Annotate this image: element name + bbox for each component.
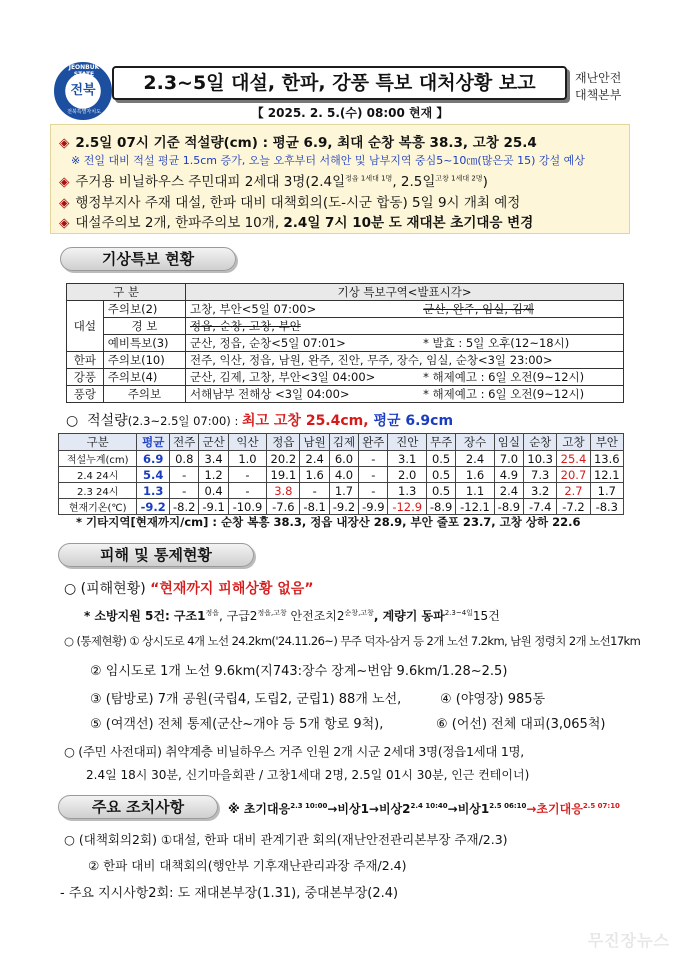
summary-line-3: ◈ 주거용 비닐하우스 주민대피 2세대 3명(2.4일$^{정읍 1세대 1명}$, 2.5일$^{고창 1세대 2명}$): [59, 174, 488, 190]
snow-cell: 4.9: [494, 467, 523, 483]
warning-note: * 해제예고 : 6일 오전(9~12시): [419, 369, 623, 386]
evacuation-line-2: 2.4일 18시 30분, 신기마을회관 / 고창1세대 2명, 2.5일 01시 30분, 인근 컨테이너): [86, 768, 530, 782]
control-line-1: ○ (통제현황) ① 상시도로 4개 노선 24.2km('24.11.26~) 무주 덕자-삼거 등 2개 노선 7.2km, 남원 정령치 2개 노선17km: [64, 634, 641, 648]
snow-cell: 3.8: [267, 483, 300, 499]
warning-type: 예비특보(3): [103, 335, 185, 352]
snow-cell: 5.4: [137, 467, 170, 483]
snow-cell: 4.0: [329, 467, 358, 483]
snow-cell: 2.4: [494, 483, 523, 499]
meeting-line-1: ○ (대책회의2회) ①대설, 한파 대비 관계기관 회의(재난안전관리본부장 주재/2.3): [64, 832, 508, 847]
warning-type: 경 보: [103, 318, 185, 335]
logo-ring-bottom: 전북특별자치도: [67, 109, 101, 115]
snow-cell: 2.4: [456, 451, 494, 467]
snow-cell: 1.6: [456, 467, 494, 483]
snow-cell: -: [359, 451, 388, 467]
snow-cell: 20.7: [557, 467, 590, 483]
control-line-2: ② 임시도로 1개 노선 9.6km(지743:장수 장계~번암 9.6km/1.28~2.5): [90, 664, 508, 679]
warning-group: 한파: [67, 352, 104, 369]
snow-cell: -7.4: [524, 499, 557, 515]
snow-cell: -12.1: [456, 499, 494, 515]
warning-table: [66, 283, 624, 403]
report-date: 【 2025. 2. 5.(수) 08:00 현재 】: [251, 106, 449, 120]
snow-row-label: 2.3 24시: [59, 483, 137, 499]
warning-head-col: 구 분: [67, 284, 186, 301]
snow-cell: -9.2: [137, 499, 170, 515]
warning-type: 주의보(2): [103, 301, 185, 318]
control-line-4a: ⑤ (여객선) 전체 통제(군산~개야 등 5개 항로 9척),: [90, 717, 384, 732]
snow-col-header: 완주: [359, 434, 388, 451]
warning-note: * 발효 : 5일 오후(12~18시): [419, 335, 623, 352]
snow-cell: -: [359, 467, 388, 483]
summary-line-5: ◈ 대설주의보 2개, 한파주의보 10개, 2.4일 7시 10분 도 재대본 초기대응 변경: [59, 215, 534, 231]
snow-cell: 1.6: [300, 467, 329, 483]
snow-cell: 1.0: [228, 451, 266, 467]
snow-cell: -: [170, 483, 199, 499]
snow-cell: -8.9: [494, 499, 523, 515]
summary-line-1: ◈ 2.5일 07시 기준 적설량(cm) : 평균 6.9, 최대 순창 복흥 38.3, 고창 25.4: [59, 135, 537, 151]
snow-row: [59, 483, 624, 499]
snow-cell: 1.3: [137, 483, 170, 499]
snow-cell: -7.2: [557, 499, 590, 515]
snow-cell: 3.4: [199, 451, 228, 467]
snow-cell: 13.6: [590, 451, 623, 467]
snow-cell: 0.8: [170, 451, 199, 467]
snow-cell: -: [170, 467, 199, 483]
snow-cell: 2.7: [557, 483, 590, 499]
warning-note: * 해제예고 : 6일 오전(9~12시): [419, 386, 623, 403]
warning-group: 대설: [67, 301, 104, 352]
warning-group: 풍랑: [67, 386, 104, 403]
watermark: 무진장뉴스: [587, 931, 670, 950]
snow-cell: 3.2: [524, 483, 557, 499]
snow-heading: ○ 적설량(2.3~2.5일 07:00) : 최고 고창 25.4cm, 평균 6.9cm: [66, 413, 454, 429]
snow-cell: 25.4: [557, 451, 590, 467]
snow-cell: -: [228, 483, 266, 499]
snow-cell: 1.7: [329, 483, 358, 499]
snow-table: [58, 433, 624, 515]
warning-area: 정읍, 순창, 고창, 부안: [186, 318, 624, 335]
snow-col-header: 순창: [524, 434, 557, 451]
warning-type: 주의보: [103, 386, 185, 403]
snow-cell: -8.9: [426, 499, 455, 515]
snow-col-header: 부안: [590, 434, 623, 451]
warning-area: 군산, 김제, 고창, 부안<3일 04:00>: [186, 369, 420, 386]
warning-type: 주의보(4): [103, 369, 185, 386]
report-title: 2.3~5일 대설, 한파, 강풍 특보 대처상황 보고: [112, 66, 567, 100]
snow-col-header: 평균: [137, 434, 170, 451]
snow-row: [59, 499, 624, 515]
fire-support: * 소방지원 5건: 구조$1^{정읍}$, 구급$2^{정읍,고창}$ 안전조치$2^{순창,고창}$, 계량기 동파$^{2.3\sim 4일}$15건: [84, 609, 500, 623]
warning-area: 전주, 익산, 정읍, 남원, 완주, 진안, 무주, 장수, 임실, 순창<3일 23:00>: [186, 352, 624, 369]
snow-cell: 12.1: [590, 467, 623, 483]
snow-col-header: 고창: [557, 434, 590, 451]
warning-area: 군산, 정읍, 순창<5일 07:01>: [186, 335, 420, 352]
snow-cell: 1.2: [199, 467, 228, 483]
snow-col-header: 익산: [228, 434, 266, 451]
meeting-line-2: ② 한파 대비 대책회의(행안부 기후재난관리과장 주재/2.4): [88, 858, 407, 873]
evacuation-line-1: ○ (주민 사전대피) 취약계층 비닐하우스 거주 인원 2개 시군 2세대 3명(정읍1세대 1명,: [64, 744, 524, 759]
control-line-3a: ③ (탐방로) 7개 공원(국립4, 도립2, 군립1) 88개 노선,: [90, 692, 402, 707]
warning-group: 강풍: [67, 369, 104, 386]
damage-status: ○ (피해현황) “현재까지 피해상황 없음”: [64, 581, 314, 597]
snow-cell: 10.3: [524, 451, 557, 467]
control-line-3b: ④ (야영장) 985동: [440, 692, 546, 707]
snow-cell: 7.0: [494, 451, 523, 467]
snow-cell: -9.2: [329, 499, 358, 515]
snow-cell: -8.1: [300, 499, 329, 515]
snow-table-header: [59, 434, 624, 451]
snow-cell: 0.5: [426, 467, 455, 483]
snow-col-header: 전주: [170, 434, 199, 451]
snow-cell: -12.9: [388, 499, 426, 515]
snow-cell: -10.9: [228, 499, 266, 515]
snow-cell: 3.1: [388, 451, 426, 467]
snow-row: [59, 467, 624, 483]
control-line-4b: ⑥ (어선) 전체 대피(3,065척): [436, 717, 606, 732]
logo-ring-top: JEONBUK STATE: [68, 64, 100, 78]
summary-box: [50, 124, 630, 234]
snow-col-header: 김제: [329, 434, 358, 451]
snow-col-header: 군산: [199, 434, 228, 451]
province-logo: [54, 62, 112, 120]
snow-cell: -9.1: [199, 499, 228, 515]
warning-area: 서해남부 전해상 <3일 04:00>: [186, 386, 420, 403]
snow-cell: 0.4: [199, 483, 228, 499]
warning-area: 고창, 부안<5일 07:00>: [186, 301, 420, 318]
snow-cell: 1.1: [456, 483, 494, 499]
snow-cell: 2.4: [300, 451, 329, 467]
section-damage-control: 피해 및 통제현황: [58, 543, 254, 567]
snow-row-label: 적설누계(cm): [59, 451, 137, 467]
summary-line-2: ※ 전일 대비 적설 평균 1.5cm 증가, 오늘 오후부터 서해안 및 남부지역 중심5~10㎝(많은곳 15) 강설 예상: [71, 154, 585, 167]
snow-col-header: 장수: [456, 434, 494, 451]
snow-cell: -: [300, 483, 329, 499]
snow-cell: -8.3: [590, 499, 623, 515]
response-flow: ※ 초기대응$^{2.3 10:00}$→비상1→비상$2^{2.4 10:40}\to$비상$1^{2.5 06:10}\to$초기대응$^{2.5 07:10}$: [228, 802, 620, 816]
snow-cell: 6.0: [329, 451, 358, 467]
section-weather-warnings: 기상특보 현황: [60, 247, 236, 271]
warning-note: 군산, 완주, 임실, 김제: [419, 301, 623, 318]
snow-cell: -7.6: [267, 499, 300, 515]
snow-cell: 0.5: [426, 451, 455, 467]
snow-row-label: 현재기온(℃): [59, 499, 137, 515]
snow-cell: 0.5: [426, 483, 455, 499]
snow-col-header: 구분: [59, 434, 137, 451]
snow-cell: -8.2: [170, 499, 199, 515]
snow-cell: 1.7: [590, 483, 623, 499]
warning-head-area: 기상 특보구역<발표시각>: [186, 284, 624, 301]
key-instructions: - 주요 지시사항2회: 도 재대본부장(1.31), 중대본부장(2.4): [60, 886, 399, 901]
snow-cell: -9.9: [359, 499, 388, 515]
snow-row-label: 2.4 24시: [59, 467, 137, 483]
snow-col-header: 정읍: [267, 434, 300, 451]
snow-cell: 2.0: [388, 467, 426, 483]
snow-cell: -: [228, 467, 266, 483]
snow-col-header: 진안: [388, 434, 426, 451]
snow-cell: 7.3: [524, 467, 557, 483]
section-key-actions: 주요 조치사항: [58, 795, 218, 819]
summary-line-4: ◈ 행정부지사 주재 대설, 한파 대비 대책회의(도-시군 합동) 5일 9시 개최 예정: [59, 195, 521, 211]
snow-cell: -: [359, 483, 388, 499]
snow-cell: 20.2: [267, 451, 300, 467]
snow-col-header: 무주: [426, 434, 455, 451]
snow-col-header: 임실: [494, 434, 523, 451]
snow-col-header: 남원: [300, 434, 329, 451]
department-label: 재난안전 대책본부: [575, 71, 622, 102]
snow-row: [59, 451, 624, 467]
snow-other-regions: * 기타지역[현재까지/cm] : 순창 복흥 38.3, 정읍 내장산 28.9, 부안 줄포 23.7, 고창 상하 22.6: [76, 515, 581, 529]
snow-cell: 1.3: [388, 483, 426, 499]
snow-cell: 19.1: [267, 467, 300, 483]
snow-cell: 6.9: [137, 451, 170, 467]
logo-text: 전북: [70, 83, 96, 98]
warning-type: 주의보(10): [103, 352, 185, 369]
